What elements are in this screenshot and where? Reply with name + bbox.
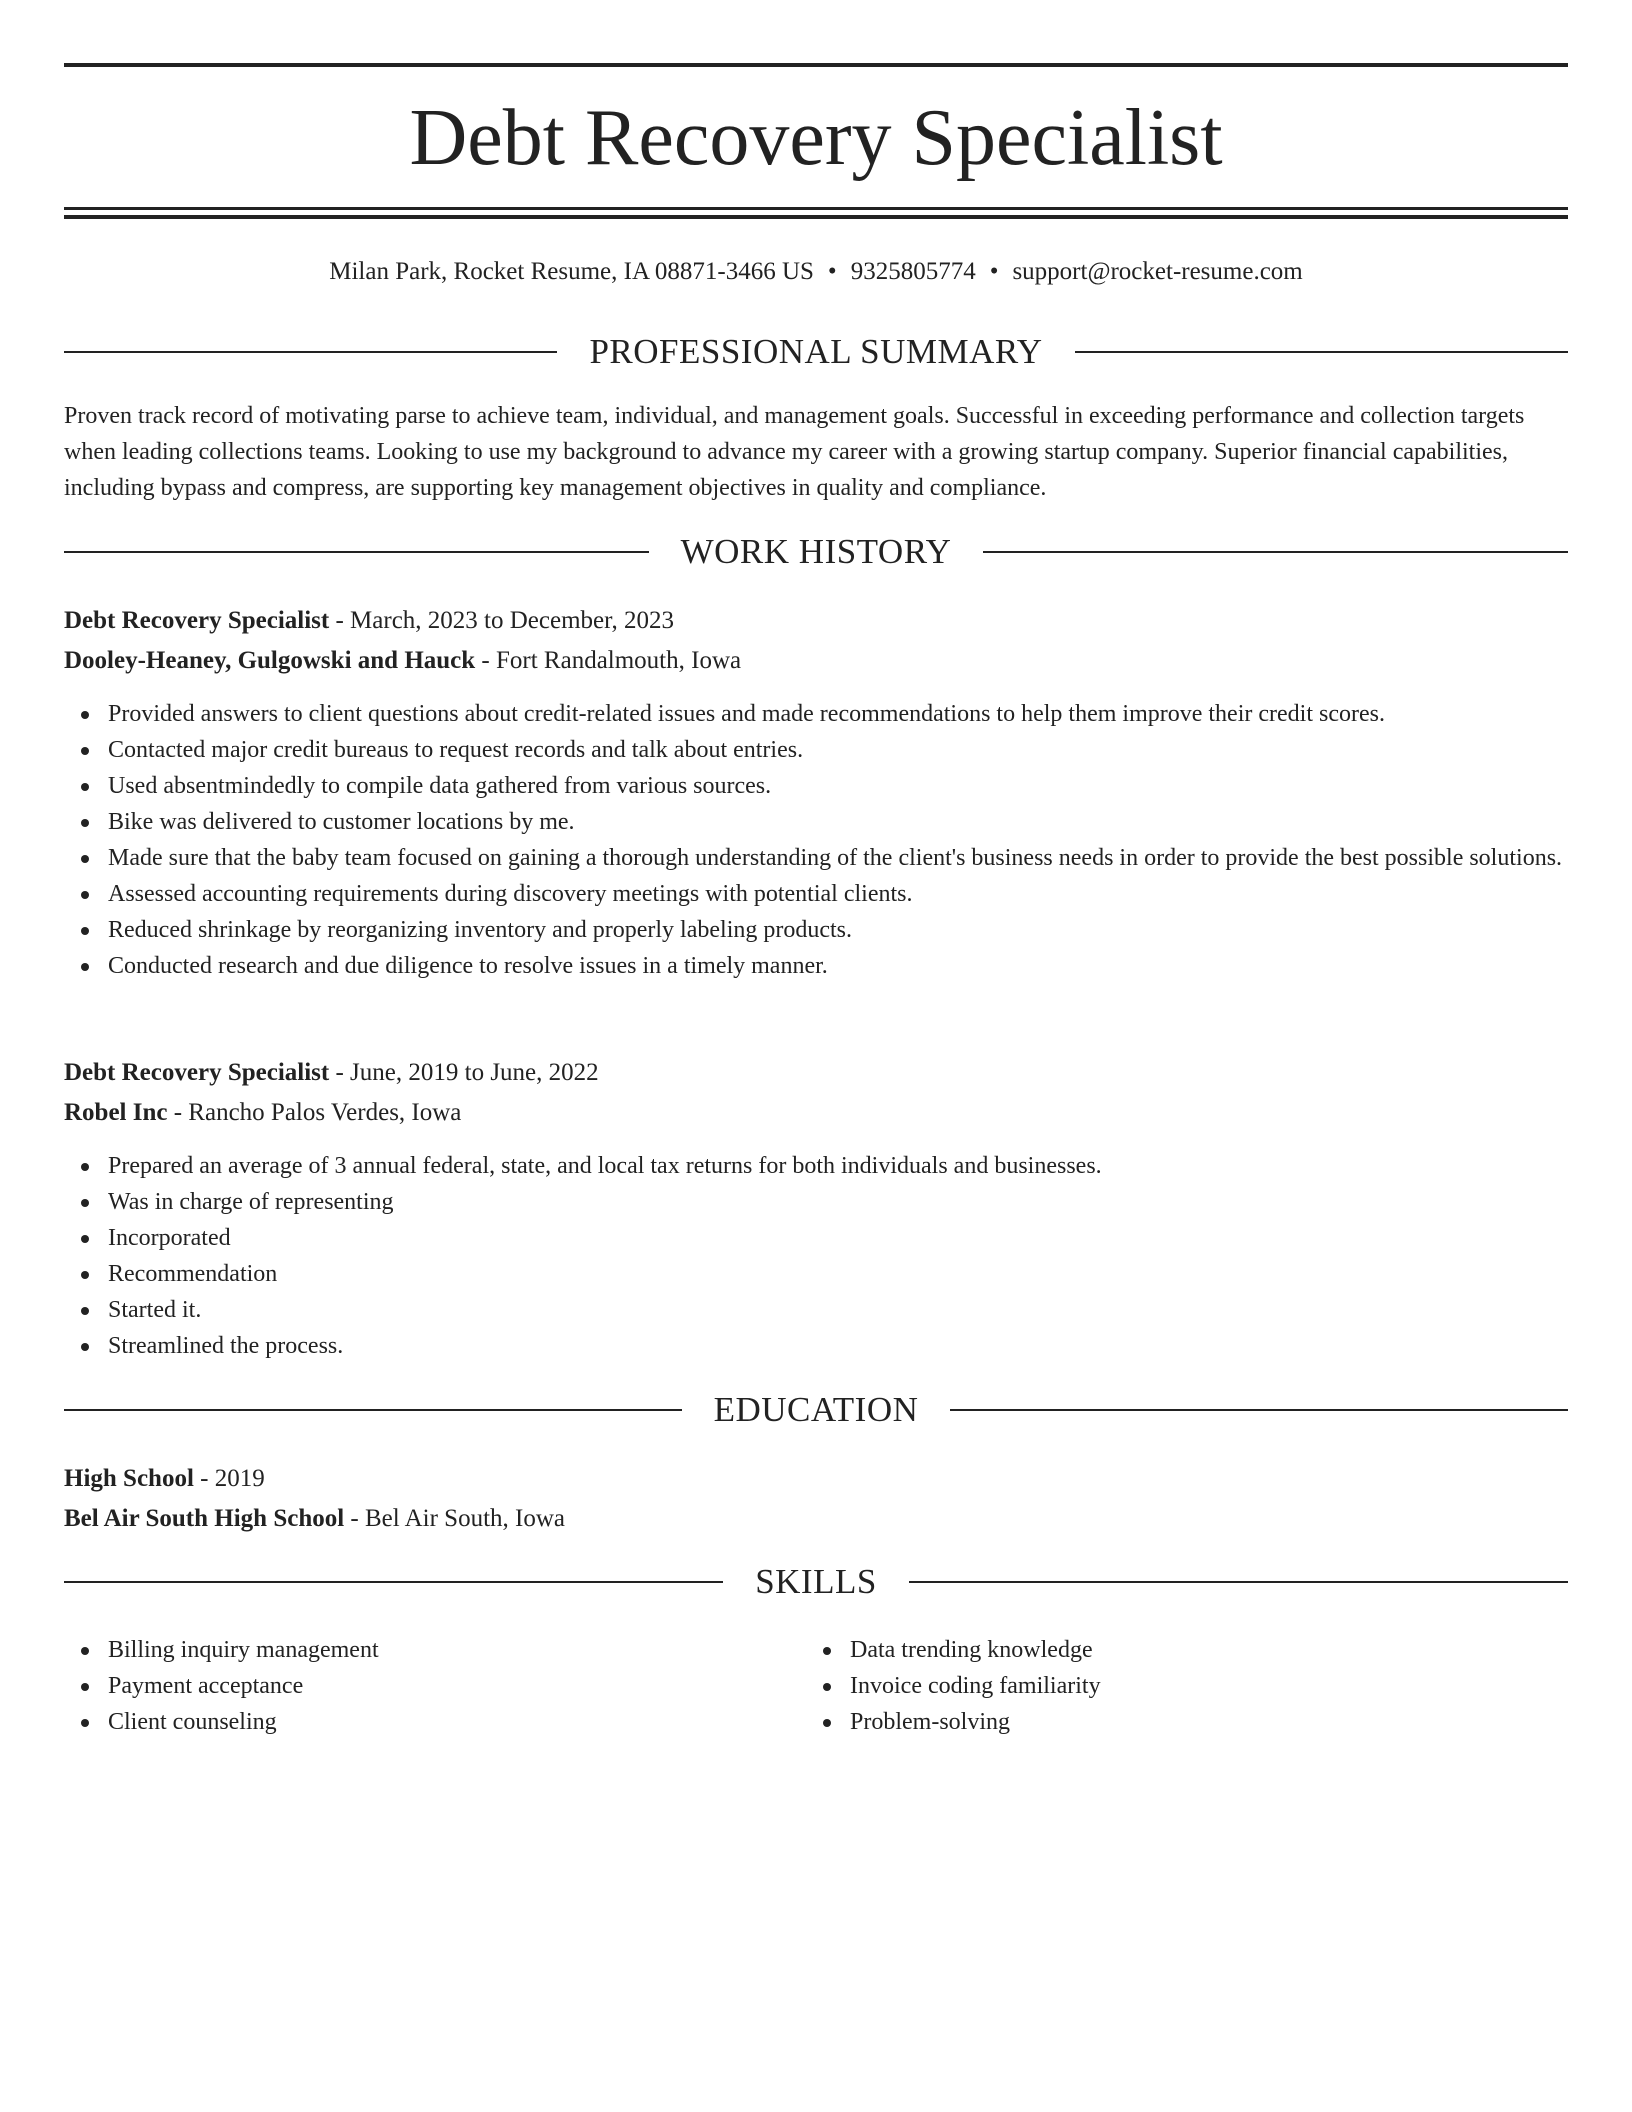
- job-bullet: Used absentmindedly to compile data gathered from various sources.: [64, 768, 1568, 804]
- skill-item: Data trending knowledge: [806, 1632, 1632, 1668]
- job-bullet: Conducted research and due diligence to resolve issues in a timely manner.: [64, 948, 1568, 984]
- section-rule: [950, 1409, 1568, 1411]
- job-bullet: Made sure that the baby team focused on gaining a thorough understanding of the client's business needs in order to provide the best possible solutions.: [64, 840, 1568, 876]
- section-rule: [64, 351, 557, 353]
- contact-separator: •: [989, 258, 999, 285]
- section-title: EDUCATION: [713, 1390, 919, 1429]
- section-rule: [1075, 351, 1568, 353]
- education-school: Bel Air South High School: [64, 1505, 345, 1532]
- header-top-rule: [64, 63, 1568, 67]
- contact-separator: •: [827, 258, 837, 285]
- education-school-line: [64, 1499, 1568, 1539]
- section-title: PROFESSIONAL SUMMARY: [589, 332, 1043, 371]
- job-company: Dooley-Heaney, Gulgowski and Hauck: [64, 647, 476, 674]
- skill-item: Invoice coding familiarity: [806, 1668, 1632, 1704]
- contact-address: Milan Park, Rocket Resume, IA 08871-3466 US: [329, 258, 814, 285]
- job-bullet: Prepared an average of 3 annual federal, state, and local tax returns for both individuals and businesses.: [64, 1148, 1568, 1184]
- section-heading-work-history: [64, 530, 1568, 574]
- section-title: WORK HISTORY: [680, 532, 952, 571]
- section-rule: [64, 1409, 682, 1411]
- job-bullet: Contacted major credit bureaus to request records and talk about entries.: [64, 732, 1568, 768]
- job-bullet: Recommendation: [64, 1256, 1568, 1292]
- section-title: SKILLS: [755, 1562, 877, 1601]
- job-title: Debt Recovery Specialist: [64, 1059, 330, 1086]
- job-title-line: [64, 601, 1568, 641]
- skill-item: Billing inquiry management: [64, 1632, 1568, 1668]
- job-title-line: [64, 1053, 1568, 1093]
- job-bullet: Incorporated: [64, 1220, 1568, 1256]
- job-company-line: [64, 1093, 1568, 1133]
- skills-list-right: [806, 1632, 1632, 1740]
- section-heading-education: [64, 1388, 1568, 1432]
- job-bullet: Started it.: [64, 1292, 1568, 1328]
- education-degree: High School: [64, 1465, 194, 1492]
- summary-text: Proven track record of motivating parse to achieve team, individual, and management goals. Successful in exceeding performance and collection targets when leading collections teams. Looking to use my background to advance my career with a growing startup company. Superior financial capabilities, including bypass and compress, are supporting key management objectives in quality and compliance.: [64, 403, 1525, 501]
- job-bullets: [64, 696, 1568, 984]
- job-bullet: Streamlined the process.: [64, 1328, 1568, 1364]
- job-bullet: Assessed accounting requirements during discovery meetings with potential clients.: [64, 876, 1568, 912]
- header-rule-upper: [64, 207, 1568, 210]
- skill-item: Problem-solving: [806, 1704, 1632, 1740]
- section-rule: [909, 1581, 1568, 1583]
- job-bullets: [64, 1148, 1568, 1364]
- section-rule: [64, 551, 649, 553]
- job-bullet: Was in charge of representing: [64, 1184, 1568, 1220]
- job-title: Debt Recovery Specialist: [64, 607, 330, 634]
- education-degree-line: [64, 1459, 1568, 1499]
- job-bullet: Provided answers to client questions about credit-related issues and made recommendations to help them improve their credit scores.: [64, 696, 1568, 732]
- job-dates: - March, 2023 to December, 2023: [329, 607, 674, 634]
- skill-item: Client counseling: [64, 1704, 1568, 1740]
- contact-line: [64, 254, 1568, 290]
- resume-name: Debt Recovery Specialist: [409, 94, 1223, 182]
- job-dates: - June, 2019 to June, 2022: [329, 1059, 599, 1086]
- job-bullet: Bike was delivered to customer locations by me.: [64, 804, 1568, 840]
- contact-phone: 9325805774: [850, 258, 976, 285]
- section-rule: [983, 551, 1568, 553]
- education-location: - Bel Air South, Iowa: [344, 1505, 565, 1532]
- education-year: - 2019: [193, 1465, 265, 1492]
- job-bullet: Reduced shrinkage by reorganizing inventory and properly labeling products.: [64, 912, 1568, 948]
- contact-email: support@rocket-resume.com: [1012, 258, 1303, 285]
- job-company-line: [64, 641, 1568, 681]
- job-location: - Rancho Palos Verdes, Iowa: [167, 1099, 462, 1126]
- section-heading-summary: [64, 330, 1568, 374]
- skill-item: Payment acceptance: [64, 1668, 1568, 1704]
- job-location: - Fort Randalmouth, Iowa: [475, 647, 742, 674]
- header-rule-lower: [64, 215, 1568, 219]
- section-heading-skills: [64, 1560, 1568, 1604]
- section-rule: [64, 1581, 723, 1583]
- job-company: Robel Inc: [64, 1099, 168, 1126]
